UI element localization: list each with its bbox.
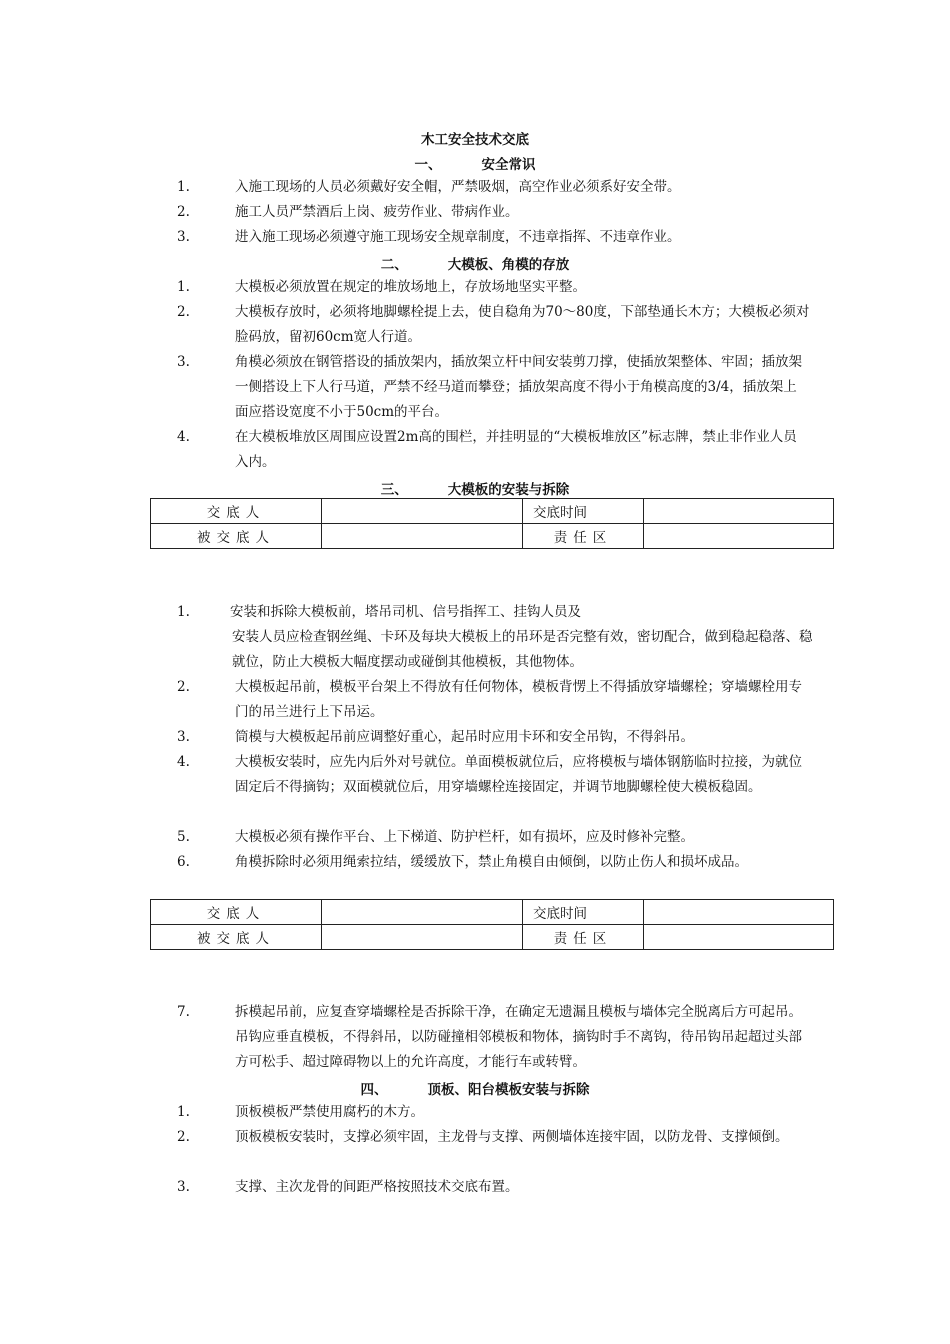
item-text: 大模板起吊前，模板平台架上不得放有任何物体，模板背愣上不得插放穿墙螺栓；穿墙螺栓用专门的吊兰进行上下吊运。 xyxy=(235,679,802,720)
item-number: 1. xyxy=(177,604,190,620)
list-item xyxy=(177,175,817,200)
item-text: 角模拆除时必须用绳索拉结，缓缓放下，禁止角模自由倾倒，以防止伤人和损坏成品。 xyxy=(235,854,748,870)
item-text: 大模板安装时，应先内后外对号就位。单面模板就位后，应将模板与墙体钢筋临时拉接，为就位固定后不得摘钩；双面模就位后，用穿墙螺栓连接固定，并调节地脚螺栓使大模板稳固。 xyxy=(235,754,802,795)
item-number: 3. xyxy=(177,354,190,370)
item-text: 在大模板堆放区周围应设置2m高的围栏，并挂明显的“大模板堆放区”标志牌，禁止非作业人员入内。 xyxy=(235,429,797,470)
item-text: 进入施工现场必须遵守施工现场安全规章制度，不违章指挥、不违章作业。 xyxy=(235,229,681,245)
item-text: 大模板存放时，必须将地脚螺栓提上去，使自稳角为70～80度，下部垫通长木方；大模板必须对脸码放，留初60cm宽人行道。 xyxy=(235,304,810,345)
list-item-continuation: 安装人员应检查钢丝绳、卡环及每块大模板上的吊环是否完整有效，密切配合，做到稳起稳落、稳就位，防止大模板大幅度摆动或碰倒其他模板，其他物体。 xyxy=(232,629,813,670)
item-text: 入施工现场的人员必须戴好安全帽，严禁吸烟，高空作业必须系好安全带。 xyxy=(235,179,681,195)
list-item xyxy=(177,675,817,725)
area-label: 责任区 xyxy=(523,524,644,549)
discloser-label: 交底人 xyxy=(151,499,322,524)
item-text: 角模必须放在钢管搭设的插放架内，插放架立杆中间安装剪刀撑，使插放架整体、牢固；插放架一侧搭设上下人行马道，严禁不经马道而攀登；插放架高度不得小于角模高度的3/4，插放架上面应搭设宽度不小于50cm的平台。 xyxy=(235,354,802,420)
item-text: 施工人员严禁酒后上岗、疲劳作业、带病作业。 xyxy=(235,204,519,220)
item-text: 顶板模板安装时，支撑必须牢固，主龙骨与支撑、两侧墙体连接牢固，以防龙骨、支撑倾倒。 xyxy=(235,1129,789,1145)
item-number: 3. xyxy=(177,729,190,745)
item-text: 支撑、主次龙骨的间距严格按照技术交底布置。 xyxy=(235,1179,519,1195)
list-item xyxy=(177,1175,817,1200)
section-heading-4 xyxy=(0,1078,950,1098)
time-label: 交底时间 xyxy=(523,499,644,524)
discloser-label: 交底人 xyxy=(151,900,322,925)
section-title: 大模板、角模的存放 xyxy=(447,257,570,273)
section-number: 二、 xyxy=(380,257,408,273)
time-field[interactable] xyxy=(644,900,834,925)
list-item xyxy=(177,825,817,850)
area-label: 责任区 xyxy=(523,925,644,950)
receiver-field[interactable] xyxy=(322,524,523,549)
list-item xyxy=(177,600,817,625)
item-text: 大模板必须有操作平台、上下梯道、防护栏杆，如有损坏，应及时修补完整。 xyxy=(235,829,694,845)
section-heading-1 xyxy=(0,153,950,173)
item-number: 2. xyxy=(177,1129,190,1145)
list-item xyxy=(177,275,817,300)
list-item xyxy=(177,1100,817,1125)
discloser-field[interactable] xyxy=(322,499,523,524)
item-number: 3. xyxy=(177,229,190,245)
item-number: 1. xyxy=(177,1104,190,1120)
discloser-field[interactable] xyxy=(322,900,523,925)
section-heading-2 xyxy=(0,253,950,273)
item-number: 5. xyxy=(177,829,190,845)
section-heading-3 xyxy=(0,478,950,498)
item-number: 2. xyxy=(177,304,190,320)
item-number: 2. xyxy=(177,204,190,220)
section-title: 大模板的安装与拆除 xyxy=(447,482,570,498)
item-text: 大模板必须放置在规定的堆放场地上，存放场地坚实平整。 xyxy=(235,279,586,295)
list-item xyxy=(177,350,817,425)
receiver-label: 被交底人 xyxy=(151,524,322,549)
item-number: 4. xyxy=(177,754,190,770)
item-text: 筒模与大模板起吊前应调整好重心，起吊时应用卡环和安全吊钩，不得斜吊。 xyxy=(235,729,694,745)
list-item xyxy=(177,300,817,350)
list-item xyxy=(177,1000,817,1075)
list-item xyxy=(177,1125,817,1175)
time-label: 交底时间 xyxy=(523,900,644,925)
list-item xyxy=(177,725,817,750)
section-number: 三、 xyxy=(380,482,408,498)
signature-table-1 xyxy=(150,498,834,549)
item-number: 4. xyxy=(177,429,190,445)
section-title: 安全常识 xyxy=(481,157,536,173)
list-item xyxy=(177,750,817,825)
document-title: 木工安全技术交底 xyxy=(421,132,529,148)
item-number: 2. xyxy=(177,679,190,695)
list-item xyxy=(177,850,817,875)
item-number: 3. xyxy=(177,1179,190,1195)
item-number: 1. xyxy=(177,279,190,295)
list-item xyxy=(177,225,817,250)
item-number: 7. xyxy=(177,1004,190,1020)
item-text: 安装和拆除大模板前，塔吊司机、信号指挥工、挂钩人员及 xyxy=(230,604,581,620)
area-field[interactable] xyxy=(644,524,834,549)
section-number: 四、 xyxy=(360,1082,388,1098)
receiver-label: 被交底人 xyxy=(151,925,322,950)
item-text: 顶板模板严禁使用腐朽的木方。 xyxy=(235,1104,424,1120)
list-item xyxy=(177,425,817,475)
signature-table-2 xyxy=(150,899,834,950)
receiver-field[interactable] xyxy=(322,925,523,950)
section-number: 一、 xyxy=(414,157,442,173)
item-text: 拆模起吊前，应复查穿墙螺栓是否拆除干净，在确定无遗漏且模板与墙体完全脱离后方可起吊。吊钩应垂直模板，不得斜吊，以防碰撞相邻模板和物体，摘钩时手不离钩，待吊钩吊起超过头部方可松手、超过障碍物以上的允许高度，才能行车或转臂。 xyxy=(235,1004,802,1070)
time-field[interactable] xyxy=(644,499,834,524)
area-field[interactable] xyxy=(644,925,834,950)
section-title: 顶板、阳台模板安装与拆除 xyxy=(427,1082,590,1098)
item-number: 6. xyxy=(177,854,190,870)
item-number: 1. xyxy=(177,179,190,195)
list-item xyxy=(177,200,817,225)
